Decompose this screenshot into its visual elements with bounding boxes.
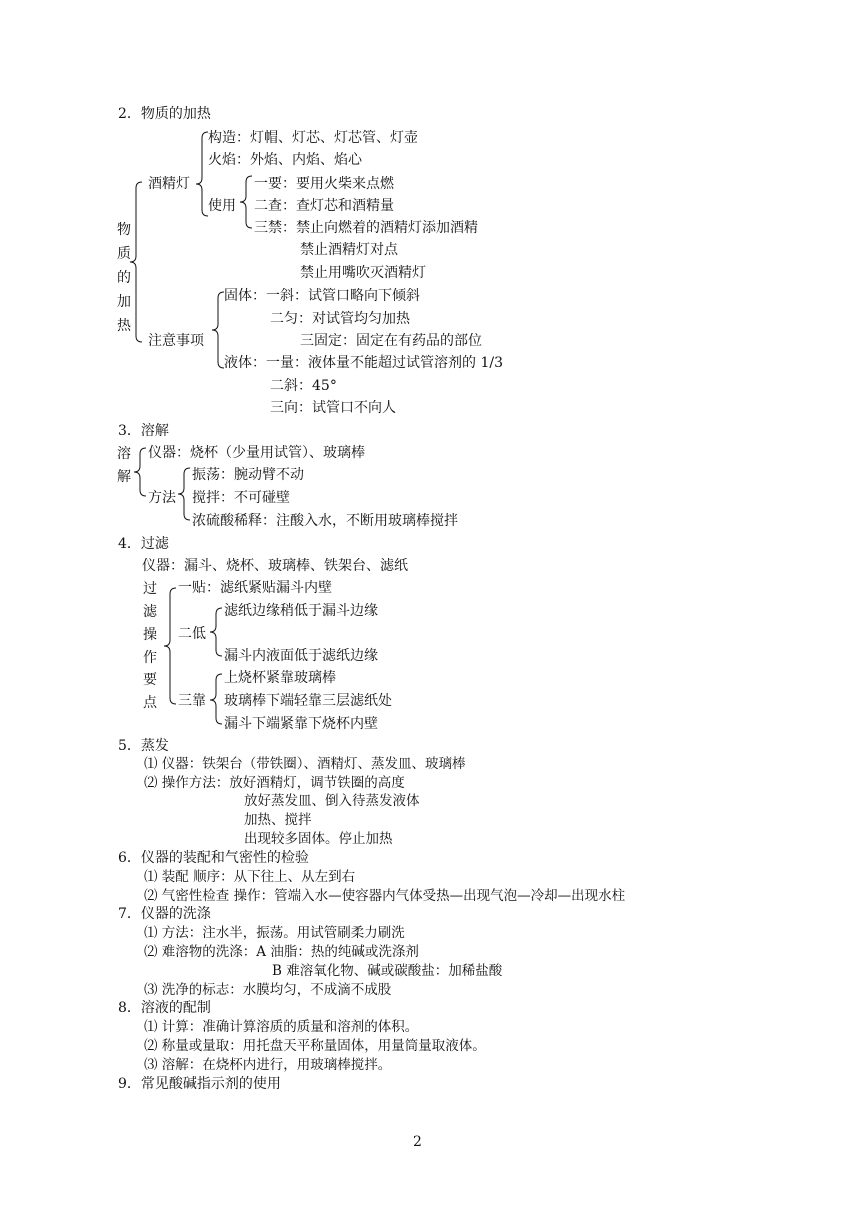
page-number: 2 [413,1134,422,1150]
filter-instrument: 仪器：漏斗、烧杯、玻璃棒、铁架台、滤纸 [142,558,408,574]
lamp-flame: 火焰：外焰、内焰、焰心 [208,152,362,168]
method-1: 振荡：腕动臂不动 [192,467,304,483]
assembly-1: ⑴ 装配 顺序：从下往上、从左到右 [144,869,356,885]
section-8-title: 8．溶液的配制 [118,1000,211,1016]
section-7-title: 7．仪器的洗涤 [118,906,211,922]
evap-5: 出现较多固体。停止加热 [244,831,393,847]
solution-3: ⑶ 溶解：在烧杯内进行，用玻璃棒搅拌。 [144,1057,392,1073]
brace-notes [204,290,226,370]
lamp-label: 酒精灯 [148,176,190,192]
evap-1: ⑴ 仪器：铁架台（带铁圈）、酒精灯、蒸发皿、玻璃棒 [144,756,466,772]
lamp-structure: 构造：灯帽、灯芯、灯芯管、灯壶 [208,130,418,146]
side-char: 的 [117,270,131,286]
side-char: 过 [143,581,157,597]
assembly-2: ⑵ 气密性检查 操作：管端入水—使容器内气体受热—出现气泡—冷却—出现水柱 [144,888,626,904]
side-char: 点 [143,695,157,711]
filter-sankao-2: 玻璃棒下端轻靠三层滤纸处 [224,693,392,709]
brace-filter [158,586,178,708]
section-3-title: 3．溶解 [118,423,169,439]
solution-2: ⑵ 称量或量取：用托盘天平称量固体，用量筒量取液体。 [144,1038,486,1054]
side-char: 操 [143,627,157,643]
brace-dissolve [132,446,148,500]
use-2: 二查：查灯芯和酒精量 [254,198,394,214]
lamp-use-label: 使用 [208,198,236,214]
side-char: 解 [117,469,131,485]
section-4-title: 4．过滤 [118,536,169,552]
brace-method [176,466,192,524]
side-char: 滤 [143,604,157,620]
wash-1: ⑴ 方法：注水半，振荡。用试管刷柔力刷洗 [144,925,405,941]
solid-2: 二匀：对试管均匀加热 [270,311,410,327]
method-3: 浓硫酸稀释：注酸入水，不断用玻璃棒搅拌 [192,513,458,529]
evap-2: ⑵ 操作方法：放好酒精灯，调节铁圈的高度 [144,775,405,791]
use-3b: 禁止酒精灯对点 [300,242,398,258]
wash-3: B 难溶氧化物、碱或碳酸盐：加稀盐酸 [272,963,503,979]
side-char: 质 [117,246,131,262]
use-3c: 禁止用嘴吹灭酒精灯 [300,265,426,281]
filter-erdi-1: 滤纸边缘稍低于漏斗边缘 [224,603,378,619]
filter-yitie: 一贴：滤纸紧贴漏斗内壁 [178,580,332,596]
solid-3: 三固定：固定在有药品的部位 [300,333,482,349]
side-char: 溶 [117,446,131,462]
brace-use [236,174,254,230]
filter-sankao-3: 漏斗下端紧靠下烧杯内壁 [224,716,378,732]
section-5-title: 5．蒸发 [118,738,169,754]
liquid-2: 二斜：45° [270,378,337,394]
evap-3: 放好蒸发皿、倒入待蒸发液体 [244,793,420,809]
method-2: 搅拌：不可碰壁 [192,490,290,506]
filter-erdi-label: 二低 [178,626,206,642]
filter-sankao-label: 三靠 [178,693,206,709]
side-char: 作 [143,650,157,666]
liquid-1: 液体：一量：液体量不能超过试管溶剂的 1/3 [224,355,503,371]
section-9-title: 9．常见酸碱指示剂的使用 [118,1076,281,1092]
filter-sankao-1: 上烧杯紧靠玻璃棒 [224,670,336,686]
use-1: 一要：要用火柴来点燃 [254,176,394,192]
side-char: 要 [143,672,157,688]
use-3a: 三禁：禁止向燃着的酒精灯添加酒精 [254,220,478,236]
notes-label: 注意事项 [148,333,204,349]
side-char: 加 [117,294,131,310]
side-char: 物 [117,222,131,238]
liquid-3: 三向：试管口不向人 [270,400,396,416]
section-6-title: 6．仪器的装配和气密性的检验 [118,850,309,866]
solution-1: ⑴ 计算：准确计算溶质的质量和溶剂的体积。 [144,1019,419,1035]
section-2-title: 2．物质的加热 [118,106,211,122]
brace-sankao [206,672,224,728]
wash-2: ⑵ 难溶物的洗涤：A 油脂：热的纯碱或洗涤剂 [144,944,419,960]
solid-1: 固体：一斜：试管口略向下倾斜 [224,288,420,304]
filter-erdi-2: 漏斗内液面低于滤纸边缘 [224,648,378,664]
dissolve-instrument: 仪器：烧杯（少量用试管）、玻璃棒 [148,445,365,461]
wash-4: ⑶ 洗净的标志：水膜均匀，不成滴不成股 [144,982,392,998]
side-char: 热 [117,318,131,334]
brace-erdi [206,606,224,660]
evap-4: 加热、搅拌 [244,812,312,828]
method-label: 方法 [148,490,176,506]
